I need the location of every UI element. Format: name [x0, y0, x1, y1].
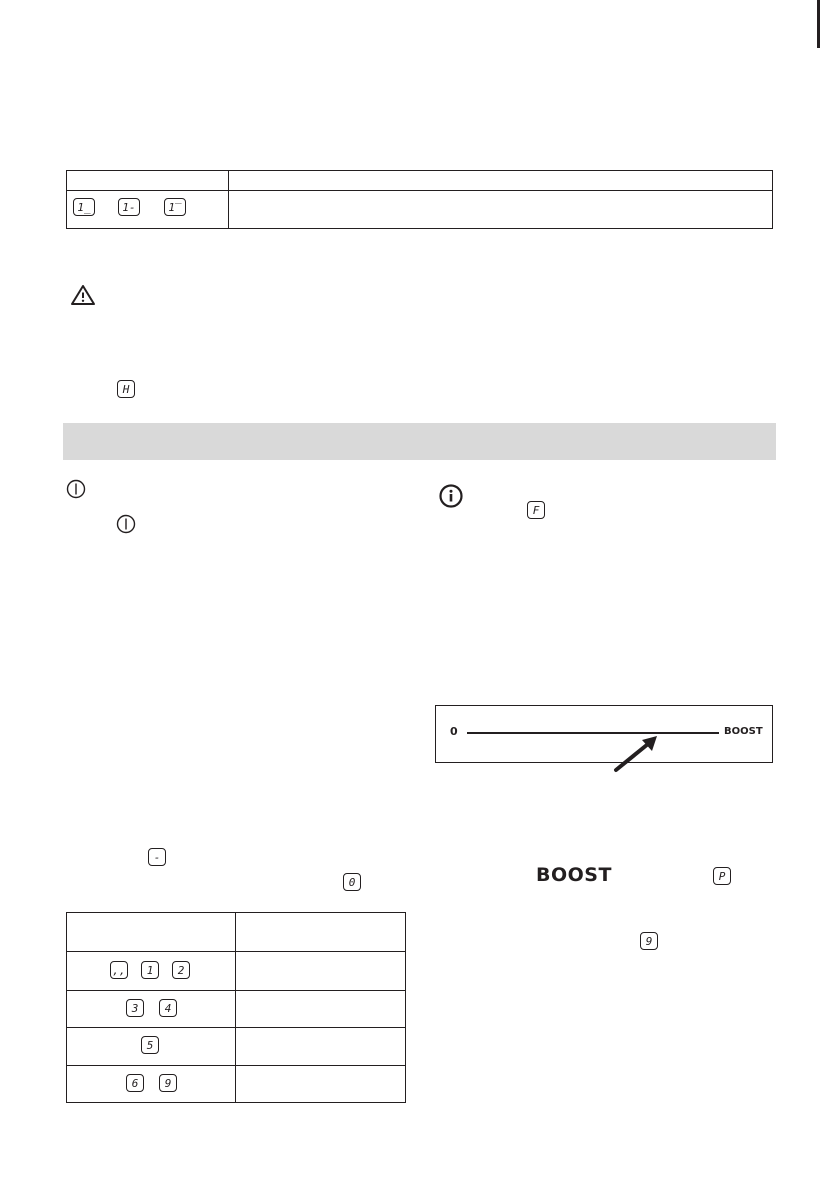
top-table-column-rule: [228, 170, 229, 229]
level-symbol: 5: [141, 1036, 159, 1054]
display-symbol-nine: 9: [640, 932, 658, 950]
display-symbol-p: P: [713, 867, 731, 885]
levels-table-row-rule: [66, 1027, 406, 1028]
page-edge-marker: [817, 0, 820, 48]
level-symbol: 1: [141, 961, 159, 979]
arrow-up-right-icon: [610, 732, 662, 774]
slider-track: [467, 732, 719, 734]
display-symbol-zero: 0: [343, 873, 361, 891]
level-symbol: 4: [159, 999, 177, 1017]
info-icon: [439, 484, 463, 508]
power-icon: [66, 479, 86, 499]
top-table-header-rule: [66, 190, 773, 191]
warning-triangle-icon: [70, 284, 96, 306]
display-symbol-f: F: [527, 501, 545, 519]
display-symbol-1-mid: 1-: [118, 198, 140, 216]
level-symbol: 3: [126, 999, 144, 1017]
boost-label: BOOST: [536, 864, 612, 886]
levels-table-row-rule: [66, 1065, 406, 1066]
levels-table-row-rule: [66, 990, 406, 991]
level-symbol: ‚‚: [110, 961, 128, 979]
level-symbol: 9: [159, 1074, 177, 1092]
slider-min-label: 0: [450, 725, 458, 738]
levels-table-column-rule: [235, 912, 236, 1103]
display-symbol-h: H: [117, 380, 135, 398]
display-symbol-1-high: 1‾: [164, 198, 186, 216]
levels-table-header-rule: [66, 951, 406, 952]
level-symbol: 2: [172, 961, 190, 979]
power-slider-diagram: [435, 705, 773, 763]
section-heading-bar: [63, 423, 776, 460]
display-symbol-minus: -: [148, 848, 166, 866]
display-symbol-1-low: 1_: [73, 198, 95, 216]
slider-max-label: BOOST: [724, 726, 763, 737]
level-symbol: 6: [126, 1074, 144, 1092]
levels-table-frame: [66, 912, 406, 1103]
power-icon-inline: [116, 514, 136, 534]
